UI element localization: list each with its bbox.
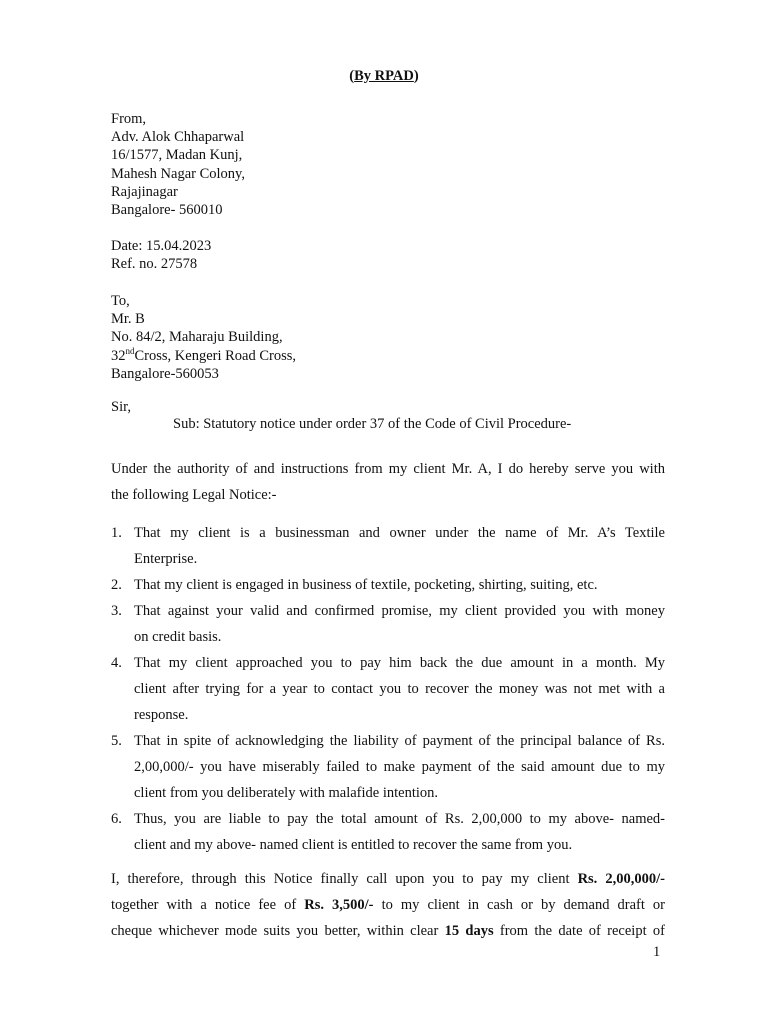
point-line: That in spite of acknowledging the liability of payment of the principal balance of Rs. [134, 733, 665, 749]
heading-title: By RPAD [354, 68, 414, 84]
point-line: Thus, you are liable to pay the total amount of Rs. 2,00,000 to my above- named- [134, 811, 665, 827]
closing-text: together with a notice fee of [111, 897, 305, 913]
salutation [111, 398, 131, 416]
intro-line: Under the authority of and instructions from my client Mr. A, I do hereby serve you with [111, 461, 665, 477]
point-line: That against your valid and confirmed promise, my client provided you with money [134, 603, 665, 619]
recipient-name: Mr. B [111, 311, 145, 328]
demand-amount: Rs. 2,00,000/- [577, 871, 665, 887]
closing-text: cheque whichever mode suits you better, within clear [111, 923, 445, 939]
from-label: From, [111, 111, 147, 127]
recipient-block [111, 292, 296, 383]
point-text [134, 650, 665, 728]
sender-line: Bangalore- 560010 [111, 201, 223, 218]
deadline-days: 15 days [444, 923, 494, 939]
point-number: 3. [111, 603, 122, 619]
intro-paragraph [111, 456, 665, 508]
sender-line: Adv. Alok Chhaparwal [111, 129, 245, 146]
closing-line [111, 892, 665, 918]
point-line: on credit basis. [134, 629, 222, 645]
dispatch-heading [0, 68, 768, 85]
cross-number: 32 [111, 347, 126, 364]
intro-line: the following Legal Notice:- [111, 487, 277, 503]
letter-date: Date: 15.04.2023 [111, 238, 212, 254]
point-text [134, 572, 665, 598]
point-line: That my client is a businessman and owner under the name of Mr. A’s Textile [134, 525, 665, 541]
sender-line: Rajajinagar [111, 183, 178, 200]
point-line: That my client approached you to pay him back the due amount in a month. My [134, 655, 665, 671]
point-line: Enterprise. [134, 551, 198, 567]
closing-text: from the date of receipt of [493, 923, 665, 939]
point-line: response. [134, 707, 189, 723]
closing-paragraph [111, 866, 665, 944]
subject-line: Sub: Statutory notice under order 37 of the Code of Civil Procedure- [173, 416, 572, 432]
closing-line [111, 918, 665, 944]
point-text [134, 806, 665, 858]
point-text [134, 728, 665, 806]
point-line: client after trying for a year to contact you to recover the money was not met with a [134, 681, 665, 697]
heading-open-paren: ( [349, 68, 355, 84]
point-line: 2,00,000/- you have miserably failed to make payment of the said amount due to my [134, 759, 665, 775]
salutation-text: Sir, [111, 399, 131, 415]
to-label: To, [111, 293, 130, 309]
notice-fee: Rs. 3,500/- [304, 897, 374, 913]
point-line: That my client is engaged in business of textile, pocketing, shirting, suiting, etc. [134, 577, 598, 593]
point-text [134, 598, 665, 650]
closing-text: to my client in cash or by demand draft or [373, 897, 665, 913]
cross-rest: Cross, Kengeri Road Cross, [134, 347, 297, 364]
point-line: client and my above- named client is entitled to recover the same from you. [134, 837, 573, 853]
meta-block [111, 237, 211, 273]
point-text [134, 520, 665, 572]
page-number: 1 [653, 944, 661, 960]
point-line: client from you deliberately with malafide intention. [134, 785, 439, 801]
point-number: 2. [111, 577, 122, 593]
point-number: 4. [111, 655, 122, 671]
point-number: 6. [111, 811, 122, 827]
sender-line: Mahesh Nagar Colony, [111, 165, 245, 182]
recipient-cross-line [111, 347, 296, 365]
cross-ordinal: nd [125, 345, 135, 356]
recipient-city: Bangalore-560053 [111, 365, 219, 382]
sender-line: 16/1577, Madan Kunj, [111, 147, 243, 164]
sender-block [111, 110, 245, 219]
point-number: 5. [111, 733, 122, 749]
recipient-line: No. 84/2, Maharaju Building, [111, 329, 283, 346]
heading-close-paren: ) [413, 68, 419, 84]
closing-text: I, therefore, through this Notice finally call upon you to pay my client [111, 871, 578, 887]
point-number: 1. [111, 525, 122, 541]
closing-line [111, 866, 665, 892]
reference-number: Ref. no. 27578 [111, 256, 198, 273]
